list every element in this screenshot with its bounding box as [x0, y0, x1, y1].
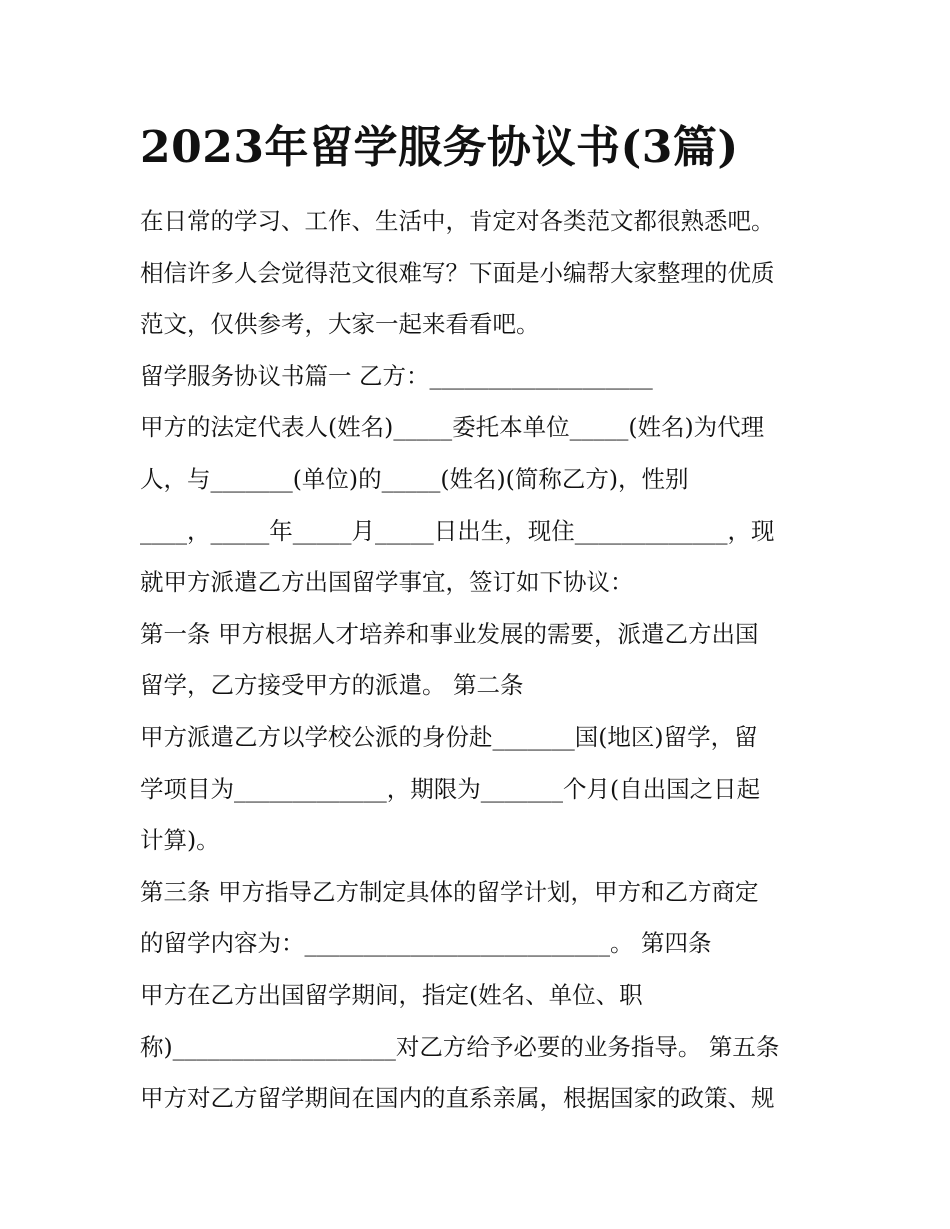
body-line: 学项目为_____________，期限为_______个月(自出国之日起: [140, 774, 761, 803]
body-line: 计算)。: [140, 826, 220, 855]
body-line: 在日常的学习、工作、生活中，肯定对各类范文都很熟悉吧。: [140, 207, 775, 235]
body-line: 甲方在乙方出国留学期间，指定(姓名、单位、职: [140, 980, 643, 1009]
document-body: [140, 196, 830, 1125]
body-line: 相信许多人会觉得范文很难写？下面是小编帮大家整理的优质: [140, 258, 775, 287]
body-line: 人，与_______(单位)的_____(姓名)(简称乙方)，性别: [140, 464, 689, 493]
document-title: 2023年留学服务协议书(3篇): [140, 122, 739, 173]
body-line: 第一条 甲方根据人才培养和事业发展的需要，派遣乙方出国: [140, 619, 759, 648]
body-line: 甲方派遣乙方以学校公派的身份赴_______国(地区)留学，留: [140, 722, 758, 751]
body-line: 留学，乙方接受甲方的派遣。 第二条: [140, 671, 524, 700]
body-line: 甲方对乙方留学期间在国内的直系亲属，根据国家的政策、规: [140, 1084, 775, 1113]
body-line: 称)___________________对乙方给予必要的业务指导。 第五条: [140, 1032, 780, 1061]
body-line: 甲方的法定代表人(姓名)_____委托本单位_____(姓名)为代理: [140, 413, 765, 442]
body-line: 就甲方派遣乙方出国留学事宜，签订如下协议：: [140, 568, 634, 597]
body-line: ____，_____年_____月_____日出生，现住_____________，现: [140, 516, 775, 545]
body-line: 范文，仅供参考，大家一起来看看吧。: [140, 310, 540, 339]
body-line: 的留学内容为：__________________________。 第四条: [140, 929, 712, 958]
body-line: 第三条 甲方指导乙方制定具体的留学计划，甲方和乙方商定: [140, 877, 759, 906]
body-line: 留学服务协议书篇一 乙方：___________________: [140, 361, 653, 390]
